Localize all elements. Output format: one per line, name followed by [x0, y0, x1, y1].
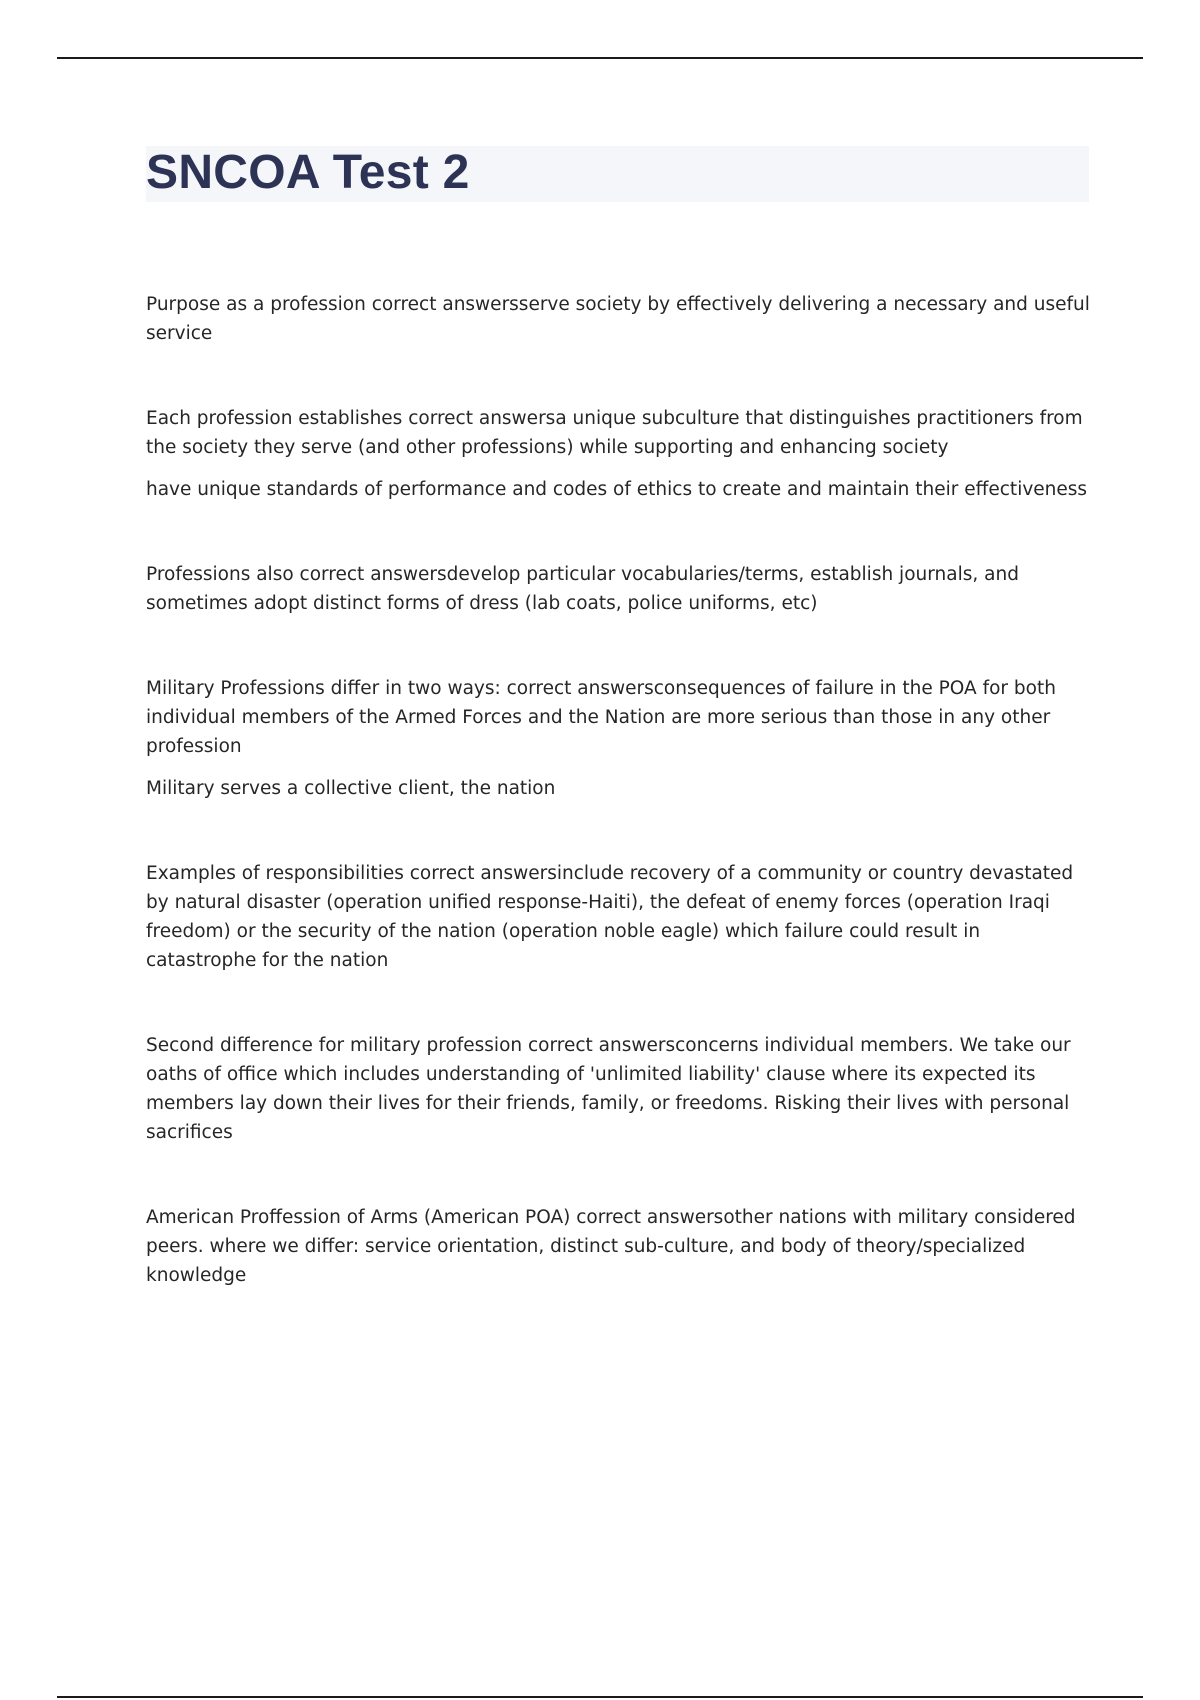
qa-entry — [146, 404, 1090, 504]
entry-paragraph: Each profession establishes correct answersa unique subculture that distinguishes practitioners from the society they serve (and other professions) while supporting and enhancing society — [146, 408, 1083, 458]
entry-paragraph: Military serves a collective client, the nation — [146, 778, 556, 799]
entry-paragraph: Professions also correct answersdevelop particular vocabularies/terms, establish journals, and sometimes adopt distinct forms of dress (lab coats, police uniforms, etc) — [146, 564, 1019, 614]
bottom-rule — [57, 1696, 1143, 1698]
entry-paragraph: Purpose as a profession correct answersserve society by effectively delivering a necessary and useful service — [146, 294, 1090, 344]
qa-entry — [146, 1031, 1090, 1147]
document-body — [146, 290, 1090, 1346]
entry-paragraph: Examples of responsibilities correct answersinclude recovery of a community or country devastated by natural disaster (operation unified response-Haiti), the defeat of enemy forces (operation Iraqi freedom) or the security of the nation (operation noble eagle) which failure could result in catastrophe for the nation — [146, 863, 1074, 971]
qa-entry — [146, 560, 1090, 618]
qa-entry — [146, 859, 1090, 975]
entry-paragraph: Second difference for military profession correct answersconcerns individual members. We take our oaths of office which includes understanding of 'unlimited liability' clause where its expected its members lay down their lives for their friends, family, or freedoms. Risking their lives with personal sacrifices — [146, 1035, 1071, 1143]
qa-entry — [146, 674, 1090, 803]
qa-entry — [146, 290, 1090, 348]
entry-paragraph: Military Professions differ in two ways: correct answersconsequences of failure in the POA for both individual members of the Armed Forces and the Nation are more serious than those in any other profession — [146, 678, 1056, 757]
page-title: SNCOA Test 2 — [146, 146, 470, 199]
entry-paragraph: have unique standards of performance and codes of ethics to create and maintain their effectiveness — [146, 479, 1088, 500]
entry-paragraph: American Proffession of Arms (American POA) correct answersother nations with military considered peers. where we differ: service orientation, distinct sub-culture, and body of theory/specialized knowledge — [146, 1207, 1076, 1286]
top-rule — [57, 57, 1143, 59]
qa-entry — [146, 1203, 1090, 1290]
